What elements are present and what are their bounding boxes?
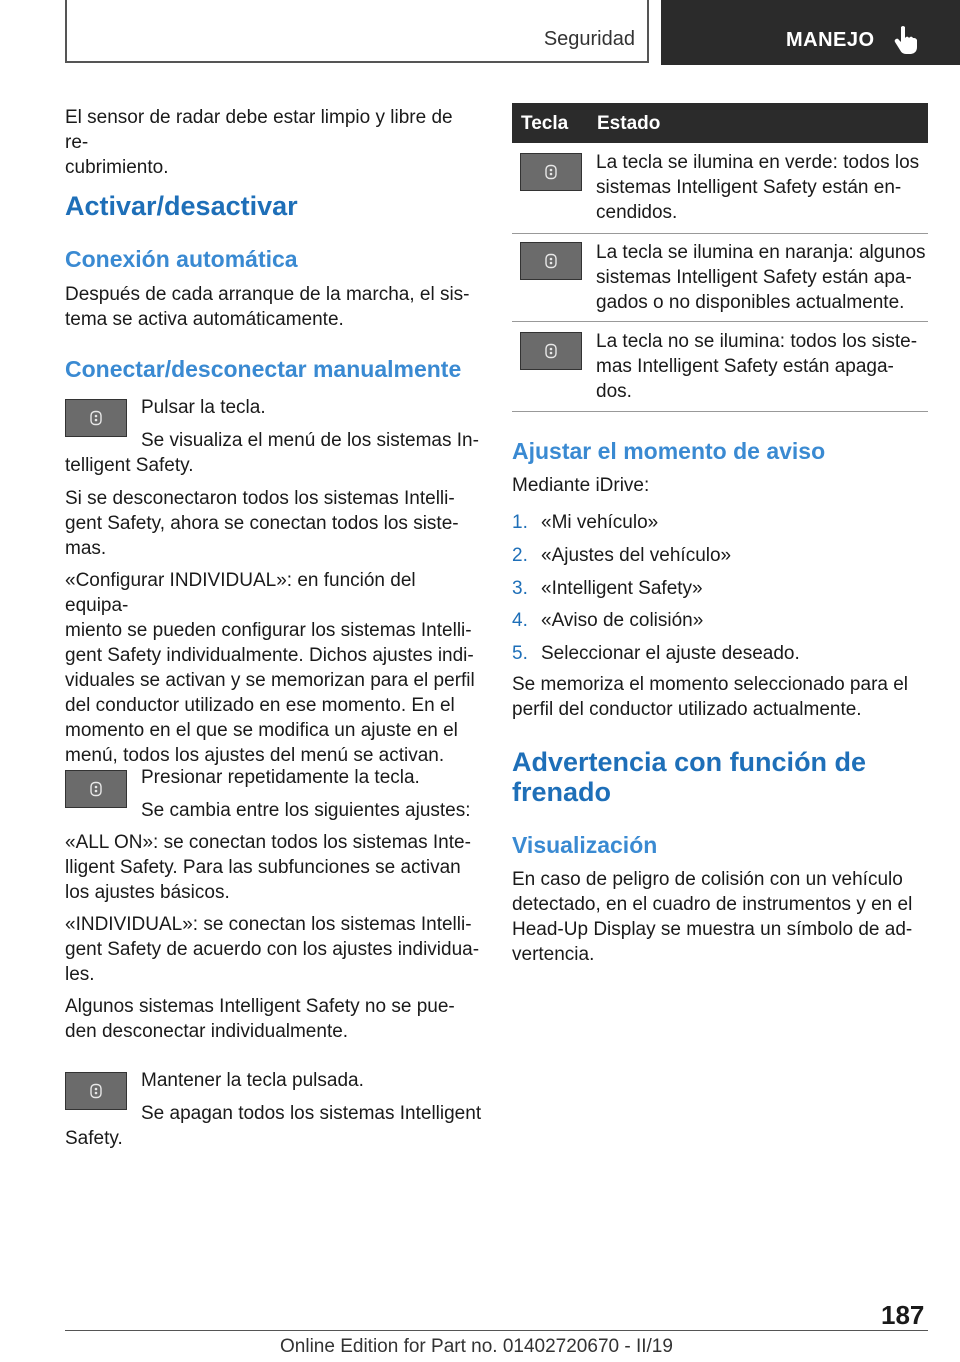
auto-paragraph bbox=[65, 282, 480, 332]
text-line: cendidos. bbox=[596, 202, 678, 223]
text-line: sistemas Intelligent Safety están apa- bbox=[596, 267, 912, 288]
text-line: El sensor de radar debe estar limpio y libre de re- bbox=[65, 107, 453, 153]
text-line: dos. bbox=[596, 381, 632, 402]
footer-divider bbox=[65, 1330, 928, 1331]
text-line: tema se activa automáticamente. bbox=[65, 309, 344, 330]
list-text: «Mi vehículo» bbox=[541, 512, 659, 533]
text-line: La tecla se ilumina en verde: todos los bbox=[596, 152, 920, 173]
car-safety-icon bbox=[88, 410, 104, 426]
list-number: 4. bbox=[512, 610, 528, 631]
text-line: lligent Safety. Para las subfunciones se activan bbox=[65, 857, 461, 878]
some-systems-paragraph bbox=[65, 994, 480, 1044]
footer-edition: Online Edition for Part no. 01402720670 - II/19 bbox=[280, 1336, 673, 1357]
table-row bbox=[596, 150, 919, 225]
visual-paragraph bbox=[512, 867, 928, 967]
hold-key-text: Mantener la tecla pulsada. bbox=[141, 1070, 364, 1091]
text-line: Se memoriza el momento seleccionado para el bbox=[512, 674, 909, 695]
text-line: vertencia. bbox=[512, 944, 595, 965]
table-header bbox=[512, 103, 928, 143]
list-item bbox=[512, 510, 928, 543]
list-item bbox=[512, 641, 928, 673]
list-text: «Ajustes del vehículo» bbox=[541, 545, 732, 566]
list-item bbox=[512, 608, 928, 641]
car-safety-icon bbox=[543, 253, 559, 269]
text-line: La tecla no se ilumina: todos los siste- bbox=[596, 331, 918, 352]
steps-list bbox=[512, 510, 928, 673]
text-line: En caso de peligro de colisión con un vehículo bbox=[512, 869, 903, 890]
list-text: «Aviso de colisión» bbox=[541, 610, 704, 631]
idrive-text: Mediante iDrive: bbox=[512, 475, 650, 496]
table-divider bbox=[512, 233, 928, 234]
list-item bbox=[512, 543, 928, 576]
heading-line: Advertencia con función de bbox=[512, 747, 867, 777]
chapter-tab bbox=[661, 0, 960, 65]
safety-key-button bbox=[65, 399, 127, 437]
list-number: 5. bbox=[512, 643, 528, 664]
text-line: los ajustes básicos. bbox=[65, 882, 230, 903]
safety-key-button bbox=[65, 770, 127, 808]
text-line: gent Safety, ahora se conectan todos los siste- bbox=[65, 513, 459, 534]
text-line: mas. bbox=[65, 538, 107, 559]
text-line: gent Safety individualmente. Dichos ajustes indi- bbox=[65, 645, 474, 666]
table-divider bbox=[512, 321, 928, 322]
pointing-hand-icon bbox=[893, 25, 921, 55]
column-header-state: Estado bbox=[597, 113, 661, 134]
list-number: 1. bbox=[512, 512, 528, 533]
text-line: Si se desconectaron todos los sistemas Intelli- bbox=[65, 488, 455, 509]
menu-text-line2: telligent Safety. bbox=[65, 455, 194, 476]
heading-line: frenado bbox=[512, 777, 612, 807]
text-line: mas Intelligent Safety están apaga- bbox=[596, 356, 894, 377]
disconnected-paragraph bbox=[65, 486, 480, 561]
list-number: 2. bbox=[512, 545, 528, 566]
safety-key-button bbox=[520, 332, 582, 370]
heading-advertencia-frenado bbox=[512, 747, 866, 807]
safety-key-button bbox=[65, 1072, 127, 1110]
text-line: Algunos sistemas Intelligent Safety no se pue- bbox=[65, 996, 455, 1017]
heading-activar: Activar/desactivar bbox=[65, 191, 298, 221]
text-line: Head-Up Display se muestra un símbolo de ad- bbox=[512, 919, 913, 940]
text-line: «Configurar INDIVIDUAL»: en función del equipa- bbox=[65, 570, 416, 616]
column-header-key: Tecla bbox=[521, 113, 569, 134]
text-line: les. bbox=[65, 964, 95, 985]
intro-paragraph bbox=[65, 105, 480, 180]
text-line: den desconectar individualmente. bbox=[65, 1021, 349, 1042]
car-safety-icon bbox=[88, 781, 104, 797]
off-text-line2: Safety. bbox=[65, 1128, 123, 1149]
text-line: «ALL ON»: se conectan todos los sistemas Inte- bbox=[65, 832, 471, 853]
text-line: gent Safety de acuerdo con los ajustes individua- bbox=[65, 939, 480, 960]
text-line: miento se pueden configurar los sistemas Intelli- bbox=[65, 620, 472, 641]
table-row bbox=[596, 240, 926, 315]
text-line: viduales se activan y se memorizan para el perfil bbox=[65, 670, 475, 691]
car-safety-icon bbox=[543, 343, 559, 359]
press-repeat-text: Presionar repetidamente la tecla. bbox=[141, 767, 420, 788]
all-on-paragraph bbox=[65, 830, 480, 905]
list-text: Seleccionar el ajuste deseado. bbox=[541, 643, 800, 664]
list-item bbox=[512, 576, 928, 608]
text-line: Después de cada arranque de la marcha, el sis- bbox=[65, 284, 470, 305]
text-line: detectado, en el cuadro de instrumentos y en el bbox=[512, 894, 913, 915]
page-number: 187 bbox=[881, 1300, 925, 1330]
text-line: del conductor utilizado en ese momento. En el bbox=[65, 695, 455, 716]
safety-key-button bbox=[520, 242, 582, 280]
text-line: cubrimiento. bbox=[65, 157, 169, 178]
off-text-line1: Se apagan todos los sistemas Intelligent bbox=[141, 1103, 482, 1124]
section-title: Seguridad bbox=[543, 28, 635, 50]
text-line: perfil del conductor utilizado actualmente. bbox=[512, 699, 862, 720]
press-key-text: Pulsar la tecla. bbox=[141, 397, 266, 418]
car-safety-icon bbox=[543, 164, 559, 180]
text-line: momento en el que se modifica un ajuste en el bbox=[65, 720, 458, 741]
heading-conectar-manual: Conectar/desconectar manualmente bbox=[65, 356, 462, 382]
chapter-title: MANEJO bbox=[786, 29, 875, 51]
text-line: menú, todos los ajustes del menú se activan. bbox=[65, 745, 445, 766]
individual-config-paragraph bbox=[65, 568, 480, 768]
menu-text-line1: Se visualiza el menú de los sistemas In- bbox=[141, 430, 479, 451]
individual-paragraph bbox=[65, 912, 480, 987]
table-row bbox=[596, 329, 917, 404]
heading-conexion-automatica: Conexión automática bbox=[65, 246, 298, 272]
switch-text: Se cambia entre los siguientes ajustes: bbox=[141, 800, 471, 821]
memorized-paragraph bbox=[512, 672, 928, 722]
list-number: 3. bbox=[512, 578, 528, 599]
car-safety-icon bbox=[88, 1083, 104, 1099]
table-divider bbox=[512, 411, 928, 412]
heading-visualizacion: Visualización bbox=[512, 832, 658, 858]
safety-key-button bbox=[520, 153, 582, 191]
text-line: «INDIVIDUAL»: se conectan los sistemas Intelli- bbox=[65, 914, 472, 935]
text-line: gados o no disponibles actualmente. bbox=[596, 292, 905, 313]
list-text: «Intelligent Safety» bbox=[541, 578, 703, 599]
heading-ajustar-aviso: Ajustar el momento de aviso bbox=[512, 438, 826, 464]
text-line: La tecla se ilumina en naranja: algunos bbox=[596, 242, 926, 263]
text-line: sistemas Intelligent Safety están en- bbox=[596, 177, 902, 198]
